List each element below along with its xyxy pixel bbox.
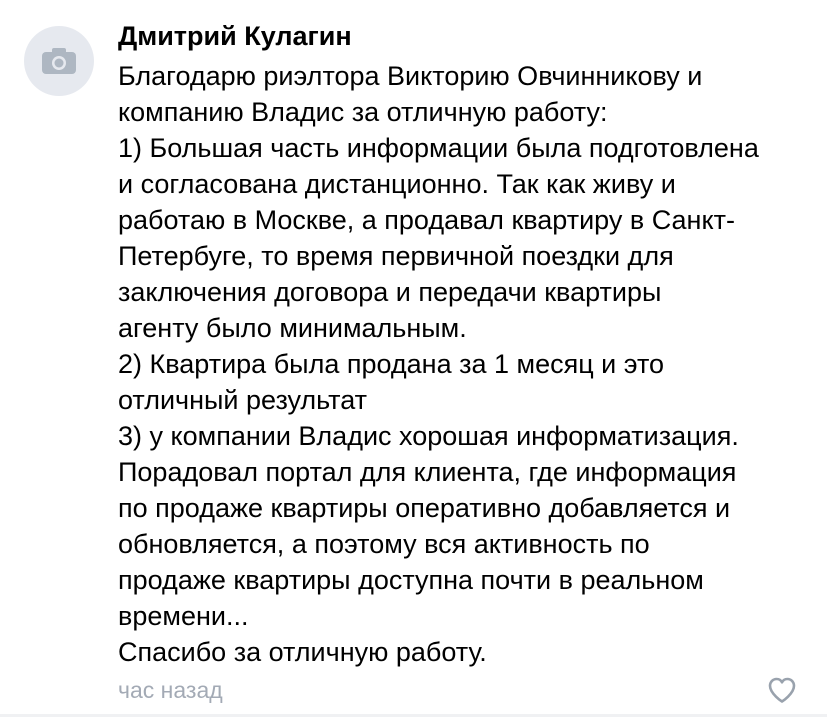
comment-line: отличный результат [118,385,367,415]
comment-line: агенту было минимальным. [118,313,467,343]
comment-timestamp[interactable]: час назад [118,677,223,703]
comment-author[interactable]: Дмитрий Кулагин [118,21,352,51]
comment-text [118,58,818,670]
comment-line: компанию Владис за отличную работу: [118,97,608,127]
comment-line: и согласована дистанционно. Так как живу и [118,169,676,199]
camera-icon [41,47,77,75]
comment-line: заключения договора и передачи квартиры [118,277,662,307]
comment-line: 1) Большая часть информации была подготовлена [118,133,759,163]
avatar[interactable] [24,26,94,96]
comment-line: времени... [118,601,249,631]
heart-outline-icon [767,676,797,704]
comment-line: Благодарю риэлтора Викторию Овчинникову и [118,61,703,91]
comment-line: 3) у компании Владис хорошая информатизация. [118,421,739,451]
comment-line: 2) Квартира была продана за 1 месяц и это [118,349,665,379]
comment-line: Петербуге, то время первичной поездки для [118,241,674,271]
like-button[interactable] [762,670,802,710]
comment-line: обновляется, а поэтому вся активность по [118,529,650,559]
comment-line: Спасибо за отличную работу. [118,637,487,667]
comment-line: продаже квартиры доступна почти в реальном [118,565,704,595]
comment-line: по продаже квартиры оперативно добавляется и [118,493,731,523]
comment-line: работаю в Москве, а продавал квартиру в Санкт- [118,205,735,235]
comment-line: Порадовал портал для клиента, где информация [118,457,737,487]
